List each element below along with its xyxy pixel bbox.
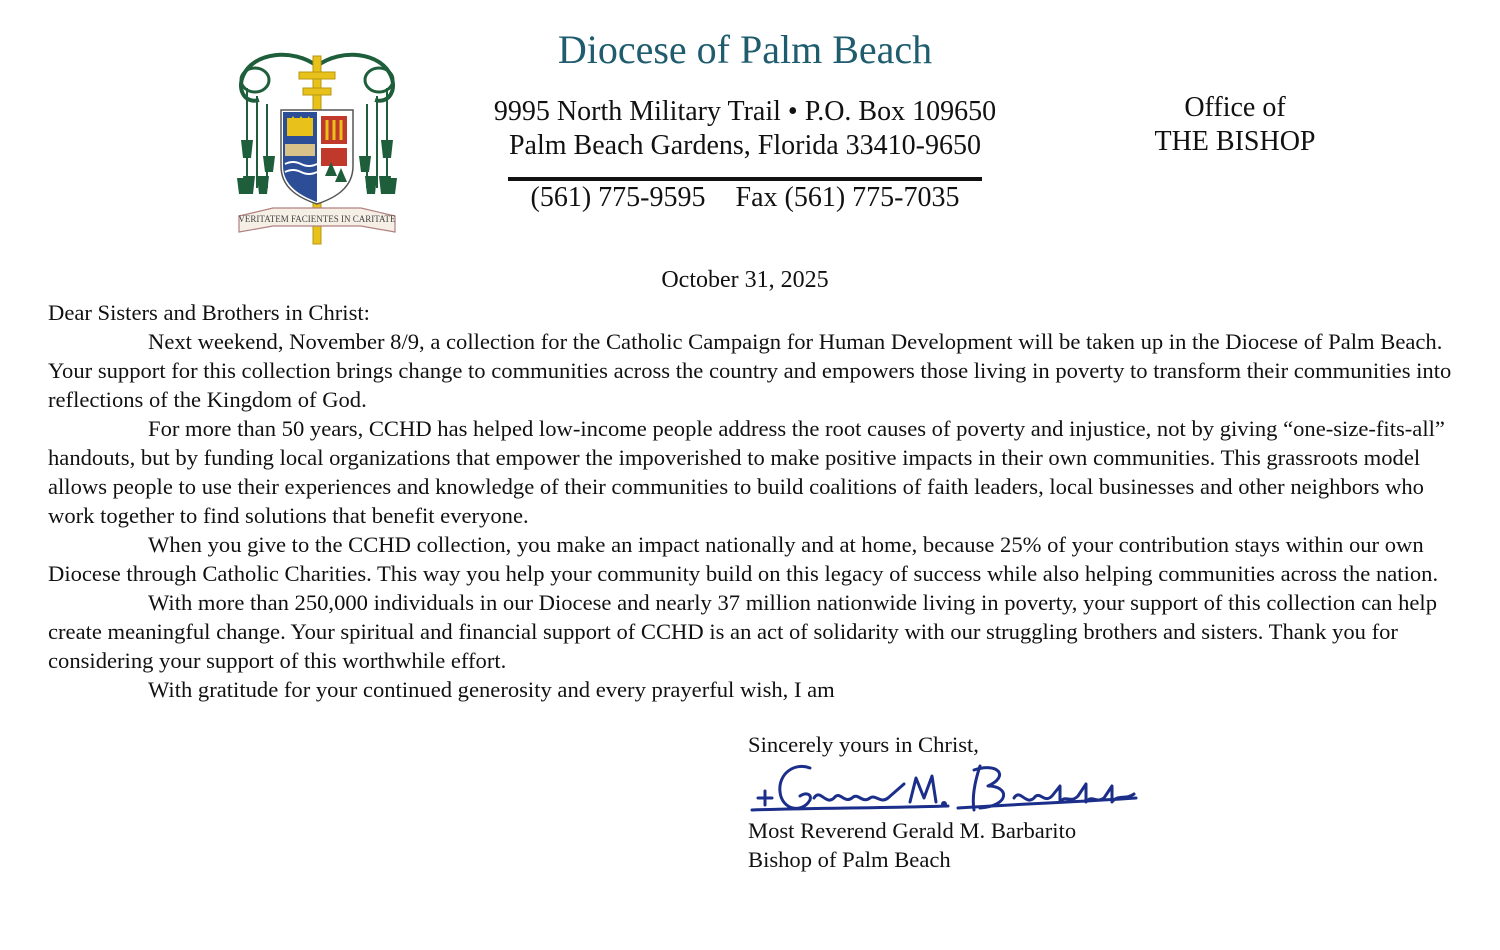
paragraph-1: Next weekend, November 8/9, a collection for the Catholic Campaign for Human Development will be taken up in the Diocese of Palm Beach. Your support for this collection brings change to communities across the country and empowers those living in poverty to transform their communities into reflections of the Kingdom of God. (48, 329, 1452, 412)
office-line-2: THE BISHOP (1154, 126, 1316, 157)
paragraph-5: With gratitude for your continued generosity and every prayerful wish, I am (148, 677, 835, 702)
fax-number: Fax (561) 775-7035 (735, 182, 960, 213)
salutation: Dear Sisters and Brothers in Christ: (48, 300, 370, 325)
paragraph-2: For more than 50 years, CCHD has helped low-income people address the root causes of poverty and injustice, not by giving “one-size-fits-all” handouts, but by funding local organizations that empower the impoverished to make positive impacts in their own communities. This grassroots model allows people to use their experiences and knowledge of their communities to build coalitions of faith leaders, local businesses and other neighbors who work together to find solutions that benefit everyone. (48, 416, 1445, 528)
letter-body (48, 298, 1468, 704)
crest-motto-text: VERITATEM FACIENTES IN CARITATE (238, 214, 396, 224)
paragraph-3: When you give to the CCHD collection, you make an impact nationally and at home, because 25% of your contribution stays within our own Diocese through Catholic Charities. This way you help your community build on this legacy of success while also helping communities across the nation. (48, 532, 1439, 586)
signer-name: Most Reverend Gerald M. Barbarito (748, 818, 1077, 843)
address-block (440, 95, 1050, 163)
address-line-2: Palm Beach Gardens, Florida 33410-9650 (508, 130, 982, 161)
signer-title: Bishop of Palm Beach (748, 847, 951, 872)
address-line-1: 9995 North Military Trail • P.O. Box 109650 (493, 96, 997, 127)
diocese-title: Diocese of Palm Beach (557, 27, 933, 72)
office-of-the-bishop (1120, 91, 1350, 159)
paragraph-4: With more than 250,000 individuals in our Diocese and nearly 37 million nationwide living in poverty, your support of this collection can help create meaningful change. Your spiritual and financial support of CCHD is an act of solidarity with our struggling brothers and sisters. Thank you for considering your support of this worthwhile effort. (48, 590, 1437, 673)
header-divider (508, 177, 982, 181)
contact-numbers (470, 182, 1020, 214)
phone-number: (561) 775-9595 (530, 182, 706, 213)
coat-of-arms-logo (233, 48, 401, 248)
office-line-1: Office of (1184, 92, 1286, 123)
letter-date: October 31, 2025 (661, 267, 829, 293)
closing-line: Sincerely yours in Christ, (748, 732, 979, 757)
signer-block (748, 816, 1076, 874)
